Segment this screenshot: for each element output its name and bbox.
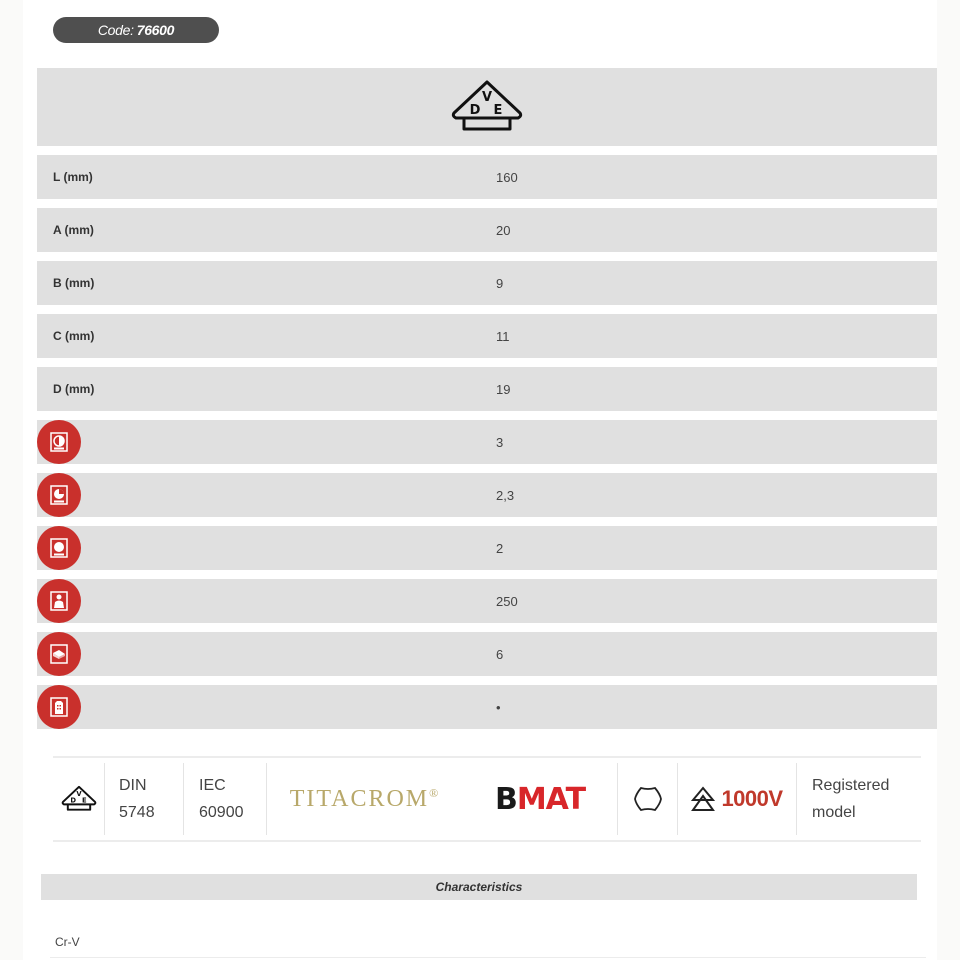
spec-row-c bbox=[37, 314, 937, 358]
spec-row-d bbox=[37, 367, 937, 411]
iec-cert-cell bbox=[184, 763, 267, 835]
spec-value: 2 bbox=[496, 540, 504, 556]
icon-spec-row bbox=[37, 473, 937, 517]
svg-text:D: D bbox=[69, 796, 76, 805]
registered-line1: Registered bbox=[812, 777, 890, 794]
spec-value: 11 bbox=[496, 328, 510, 344]
certifications-bar bbox=[53, 756, 921, 842]
spec-value: • bbox=[496, 699, 501, 715]
spec-label: A (mm) bbox=[53, 223, 94, 237]
spec-label: B (mm) bbox=[53, 276, 95, 290]
spec-table bbox=[37, 68, 937, 738]
spec-label: D (mm) bbox=[53, 382, 95, 396]
hexagon-profile-icon bbox=[633, 785, 663, 813]
svg-text:D: D bbox=[469, 103, 481, 118]
iec-number: 60900 bbox=[199, 804, 244, 821]
icon-spec-row bbox=[37, 632, 937, 676]
product-page bbox=[23, 0, 937, 960]
vde-small-icon bbox=[61, 785, 97, 813]
vde-logo-icon bbox=[450, 79, 524, 135]
spec-value: 19 bbox=[496, 381, 511, 397]
icon-spec-row bbox=[37, 420, 937, 464]
voltage-rating: 1000V bbox=[721, 786, 783, 811]
half-disc-mm-icon bbox=[37, 420, 81, 464]
iec-label: IEC bbox=[199, 777, 226, 794]
box-quantity-icon bbox=[37, 632, 81, 676]
code-value: 76600 bbox=[136, 22, 175, 38]
full-disc-mm-icon bbox=[37, 526, 81, 570]
din-label: DIN bbox=[119, 777, 147, 794]
characteristic-item: Cr-V bbox=[55, 935, 80, 949]
spec-value: 20 bbox=[496, 222, 511, 238]
svg-text:V: V bbox=[75, 790, 82, 799]
characteristics-header: Characteristics bbox=[41, 874, 917, 900]
code-label: Code: bbox=[97, 22, 134, 38]
spec-label: L (mm) bbox=[53, 170, 93, 184]
svg-text:E: E bbox=[493, 103, 503, 118]
icon-spec-row bbox=[37, 526, 937, 570]
svg-text:E: E bbox=[81, 796, 87, 805]
din-cert-cell bbox=[105, 763, 184, 835]
spec-value: 6 bbox=[496, 646, 504, 662]
din-number: 5748 bbox=[119, 804, 155, 821]
spec-row-b bbox=[37, 261, 937, 305]
spec-table-header bbox=[37, 68, 937, 146]
insulation-triangle-icon bbox=[691, 786, 715, 812]
spec-row-a bbox=[37, 208, 937, 252]
svg-text:V: V bbox=[481, 90, 493, 105]
display-unit-icon bbox=[37, 685, 81, 729]
divider bbox=[50, 957, 926, 958]
spec-value: 250 bbox=[496, 593, 518, 609]
spec-value: 160 bbox=[496, 169, 518, 185]
spec-value: 2,3 bbox=[496, 487, 515, 503]
spec-value: 9 bbox=[496, 275, 504, 291]
hex-profile-cell bbox=[618, 763, 678, 835]
bmat-logo: BMAT bbox=[463, 763, 618, 835]
product-code-badge bbox=[53, 17, 219, 43]
voltage-cell bbox=[678, 763, 797, 835]
registered-line2: model bbox=[812, 804, 856, 821]
titacrom-logo: TITACROM® bbox=[289, 785, 441, 812]
vde-cert-cell bbox=[53, 763, 105, 835]
spec-label: C (mm) bbox=[53, 329, 95, 343]
quarter-disc-mm-icon bbox=[37, 473, 81, 517]
packaging-person-icon bbox=[37, 579, 81, 623]
spec-value: 3 bbox=[496, 434, 504, 450]
registered-model-cell bbox=[797, 763, 921, 835]
icon-spec-row bbox=[37, 685, 937, 729]
spec-row-l bbox=[37, 155, 937, 199]
icon-spec-row bbox=[37, 579, 937, 623]
